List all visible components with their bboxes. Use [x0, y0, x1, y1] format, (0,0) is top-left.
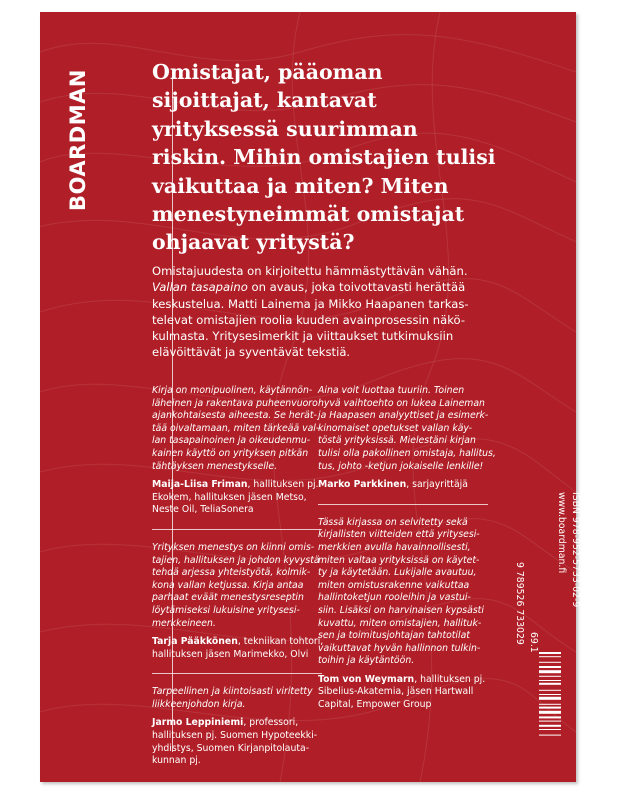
- author-line: [318, 674, 493, 687]
- author-role-line: Sibelius-Akatemia, jäsen Hartwall: [318, 686, 474, 698]
- testimonials-right: [318, 385, 496, 712]
- quote-line: kuvattu, miten omistajien, hallituk-: [318, 617, 482, 629]
- testimonial: [152, 686, 327, 768]
- author-name: Jarmo Leppiniemi: [152, 717, 244, 729]
- quote-line: Tässä kirjassa on selvitetty sekä: [318, 516, 468, 528]
- quote-line: hyvä vaihtoehto on lukea Laineman: [318, 397, 485, 409]
- quote-line: ja Haapasen analyyttiset ja esimerk-: [318, 410, 489, 422]
- quote-line: siin. Lisäksi on harvinaisen kypsästi: [318, 604, 484, 616]
- quote-line: tää oivaltamaan, miten tärkeää val-: [152, 422, 320, 434]
- quote-line: merkkeineen.: [152, 617, 216, 629]
- author-role-line: hallituksen pj. Suomen Hypoteekki-: [152, 730, 318, 742]
- author-role: , tekniikan tohtori,: [237, 636, 324, 648]
- quote-line: kona vallan ketjussa. Kirja antaa: [152, 579, 304, 591]
- testimonial: [152, 542, 327, 661]
- quote-line: tähtäyksen menestykselle.: [152, 460, 278, 472]
- intro-line: elävöittävät ja syventävät tekstiä.: [152, 345, 351, 360]
- testimonial-divider: [152, 673, 322, 674]
- quote-line: toihin ja käytäntöön.: [318, 655, 415, 667]
- headline-line: sijoittajat, kantavat: [152, 88, 377, 113]
- barcode-digits: 9 789526 733029: [514, 562, 525, 645]
- author-line: [152, 636, 327, 649]
- testimonial: [318, 517, 493, 712]
- testimonial-divider: [152, 529, 322, 530]
- headline-line: menestyneimmät omistajat: [152, 202, 465, 227]
- author-role: , hallituksen pj.: [414, 673, 486, 685]
- testimonial: [318, 385, 496, 492]
- headline-line: ohjaavat yritystä?: [152, 230, 355, 255]
- intro-line: Omistajuudesta on kirjoitettu hämmästyttävän vähän.: [152, 264, 468, 278]
- headline: [152, 58, 547, 257]
- quote-line: miten valtaa yrityksissä on käytet-: [318, 554, 480, 566]
- headline-line: vaikuttaa ja miten? Miten: [152, 173, 449, 198]
- quote-line: läheinen ja rakentava puheenvuoro: [152, 397, 318, 409]
- author-role-line: Neste Oil, TeliaSonera: [152, 504, 254, 516]
- intro-line: keskustelua. Matti Lainema ja Mikko Haapanen tarkas-: [152, 296, 469, 311]
- barcode-icon: [539, 652, 561, 762]
- author-role-line: kunnan pj.: [152, 755, 201, 767]
- testimonial-author: [318, 479, 493, 492]
- quote-line: miten omistusrakenne vaikuttaa: [318, 579, 470, 591]
- quote-line: parhaat eväät menestysreseptin: [152, 592, 304, 604]
- quote-line: tehdä arjessa yhteistyötä, kolmik-: [152, 567, 311, 579]
- author-role: , hallituksen pj.: [247, 479, 319, 491]
- headline-line: riskin. Mihin omistajien tulisi: [152, 145, 496, 170]
- quote-line: Kirja on monipuolinen, käytännön-: [152, 385, 313, 396]
- quote-line: kirjallisten viitteiden että yritysesi-: [318, 529, 480, 541]
- quote-line: ty ja käytetään. Lukijalle avautuu,: [318, 567, 477, 579]
- quote-line: Yrityksen menestys on kiinni omis-: [152, 541, 315, 553]
- testimonial-divider: [318, 504, 488, 505]
- quote-line: töstä yrityksissä. Mielestäni kirjan: [318, 435, 476, 447]
- quote-line: löytämiseksi lukuisine yritysesi-: [152, 604, 300, 616]
- testimonial-quote: [152, 542, 327, 630]
- isbn-text: ISBN 978-952-5733-02-9: [570, 492, 581, 608]
- website-text: www.boardman.fi: [556, 492, 567, 574]
- testimonial: [152, 385, 327, 517]
- headline-line: Omistajat, pääoman: [152, 60, 383, 84]
- author-role: , professori,: [243, 717, 299, 729]
- author-line: [152, 717, 327, 730]
- testimonials-left: [152, 385, 327, 768]
- quote-line: sen ja toimitusjohtajan tahtotilat: [318, 630, 470, 642]
- testimonial-quote: [152, 385, 327, 473]
- quote-line: ajankohtaisesta aiheesta. Se herät-: [152, 410, 317, 422]
- quote-line: merkkien avulla havainnollisesti,: [318, 541, 471, 553]
- quote-line: tajien, hallituksen ja johdon kyvystä: [152, 554, 320, 566]
- quote-line: tulisi olla pakollinen omistaja, hallitus,: [318, 447, 496, 459]
- quote-line: hallintoketjun rooleihin ja vastui-: [318, 592, 471, 604]
- class-code: 69.1: [528, 632, 539, 653]
- intro-paragraph: [152, 263, 562, 361]
- quote-line: Aina voit luottaa tuuriin. Toinen: [318, 385, 465, 396]
- quote-line: lan tasapainoinen ja oikeudenmu-: [152, 435, 311, 447]
- testimonial-author: [152, 479, 327, 517]
- publisher-logo: [62, 60, 94, 220]
- testimonial-quote: [152, 686, 327, 711]
- author-role-line: Ekokem, hallituksen jäsen Metso,: [152, 491, 307, 503]
- testimonial-quote: [318, 517, 493, 668]
- intro-line: Vallan tasapaino on avaus, joka toivottavasti herättää: [152, 280, 466, 295]
- author-role-line: Capital, Empower Group: [318, 699, 432, 711]
- author-name: Maija-Liisa Friman: [152, 479, 248, 491]
- author-role-line: hallituksen jäsen Marimekko, Olvi: [152, 648, 309, 660]
- quote-line: liikkeenjohdon kirja.: [152, 698, 246, 710]
- author-line: [152, 479, 327, 492]
- intro-line: televat omistajien roolia kuuden avainprosessin näkö-: [152, 312, 466, 327]
- quote-line: kinomaiset opetukset vallan käy-: [318, 422, 472, 434]
- publisher-name: BOARDMAN: [66, 69, 90, 211]
- intro-line: kulmasta. Yritysesimerkit ja viittaukset tutkimuksiin: [152, 329, 454, 344]
- author-name: Marko Parkkinen: [318, 479, 407, 491]
- testimonial-author: [152, 636, 327, 661]
- quote-line: tus, johto -ketjun jokaiselle lenkille!: [318, 460, 484, 472]
- testimonial-quote: [318, 385, 496, 473]
- author-name: Tarja Pääkkönen: [152, 636, 238, 648]
- author-name: Tom von Weymarn: [318, 673, 415, 685]
- testimonial-author: [152, 717, 327, 767]
- headline-line: yrityksessä suurimman: [152, 116, 418, 141]
- author-line: [318, 479, 493, 492]
- author-role-line: yhdistys, Suomen Kirjanpitolauta-: [152, 742, 310, 754]
- isbn-barcode: [515, 492, 595, 732]
- testimonial-author: [318, 674, 493, 712]
- book-title: Vallan tasapaino: [152, 280, 248, 295]
- quote-line: Tarpeellinen ja kiintoisasti viritetty: [152, 686, 313, 698]
- author-role: , sarjayrittäjä: [406, 479, 468, 491]
- quote-line: vaikuttavat hyvän hallinnon tulkin-: [318, 642, 481, 654]
- quote-line: kainen käyttö on yrityksen pitkän: [152, 447, 309, 459]
